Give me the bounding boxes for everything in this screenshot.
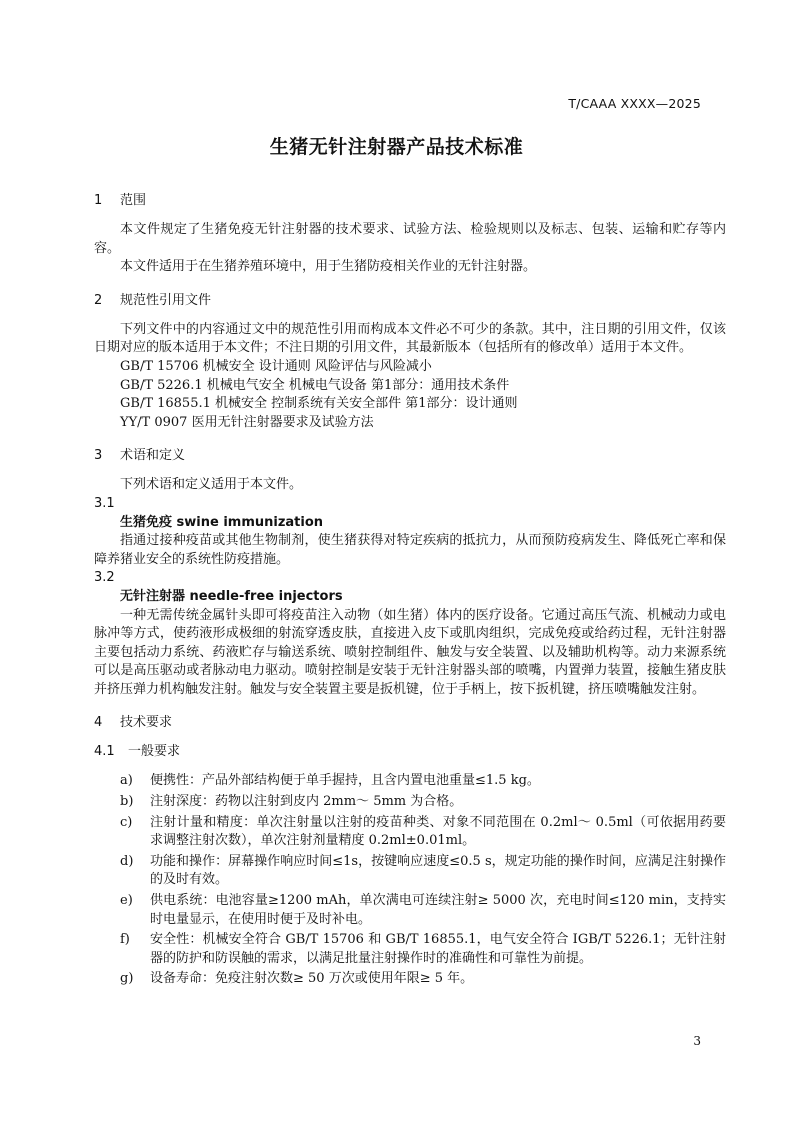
document-id: T/CAAA XXXX—2025 bbox=[568, 96, 701, 111]
section-4-heading bbox=[94, 714, 726, 733]
list-text: 便携性：产品外部结构便于单手握持，且含内置电池重量≤1.5 kg。 bbox=[150, 773, 540, 789]
term-name: 无针注射器 needle-free injectors bbox=[120, 588, 343, 604]
section-number: 4 bbox=[94, 715, 103, 731]
subsection-4-1-heading bbox=[94, 743, 726, 762]
reference-item: GB/T 5226.1 机械电气安全 机械电气设备 第1部分：通用技术条件 bbox=[120, 377, 510, 393]
list-text: 安全性：机械安全符合 GB/T 15706 和 GB/T 16855.1，电气安全符合 IGB/T 5226.1；无针注射器的防护和防误触的需求，以满足批量注射操作时的准确性和可靠性为前提。 bbox=[150, 932, 726, 966]
section-2-heading bbox=[94, 292, 726, 311]
section-title: 范围 bbox=[120, 193, 147, 208]
list-item bbox=[94, 814, 726, 851]
list-item bbox=[94, 931, 726, 968]
section-title: 术语和定义 bbox=[120, 448, 186, 464]
paragraph: 下列文件中的内容通过文中的规范性引用而构成本文件必不可少的条款。其中，注日期的引用文件，仅该日期对应的版本适用于本文件；不注日期的引用文件，其最新版本（包括所有的修改单）适用于本文件。 bbox=[94, 321, 726, 356]
requirements-list bbox=[94, 772, 726, 989]
term-number: 3.2 bbox=[94, 570, 115, 586]
list-label: b) bbox=[120, 794, 134, 810]
list-text: 注射深度：药物以注射到皮内 2mm～ 5mm 为合格。 bbox=[150, 794, 463, 810]
list-label: a) bbox=[120, 773, 133, 789]
section-number: 2 bbox=[94, 292, 103, 308]
list-item bbox=[94, 853, 726, 890]
list-item bbox=[94, 793, 726, 812]
section-number: 3 bbox=[94, 448, 103, 464]
paragraph: 本文件适用于在生猪养殖环境中，用于生猪防疫相关作业的无针注射器。 bbox=[120, 259, 537, 275]
document-title: 生猪无针注射器产品技术标准 bbox=[269, 136, 524, 158]
list-label: g) bbox=[120, 971, 134, 987]
list-text: 注射计量和精度：单次注射量以注射的疫苗种类、对象不同范围在 0.2ml～ 0.5ml（可依据用药要求调整注射次数），单次注射剂量精度 0.2ml±0.01ml。 bbox=[150, 814, 726, 849]
paragraph: 本文件规定了生猪免疫无针注射器的技术要求、试验方法、检验规则以及标志、包装、运输和贮存等内容。 bbox=[94, 222, 726, 256]
term-definition: 指通过接种疫苗或其他生物制剂，使生猪获得对特定疾病的抵抗力，从而预防疫病发生、降低死亡率和保障养猪业安全的系统性防疫措施。 bbox=[94, 533, 726, 567]
list-label: c) bbox=[120, 814, 133, 830]
section-title: 规范性引用文件 bbox=[120, 292, 212, 308]
document-body bbox=[94, 192, 726, 991]
section-title: 技术要求 bbox=[120, 715, 173, 731]
reference-item: YY/T 0907 医用无针注射器要求及试验方法 bbox=[120, 414, 374, 430]
reference-item: GB/T 15706 机械安全 设计通则 风险评估与风险减小 bbox=[120, 358, 432, 374]
list-item bbox=[94, 970, 726, 989]
section-1-heading bbox=[94, 192, 726, 211]
section-number: 1 bbox=[94, 193, 103, 208]
term-number: 3.1 bbox=[94, 495, 115, 511]
list-label: d) bbox=[120, 853, 134, 869]
list-text: 设备寿命：免疫注射次数≥ 50 万次或使用年限≥ 5 年。 bbox=[150, 971, 474, 987]
reference-item: GB/T 16855.1 机械安全 控制系统有关安全部件 第1部分：设计通则 bbox=[120, 396, 518, 412]
subsection-number: 4.1 bbox=[94, 744, 115, 760]
list-item bbox=[94, 772, 726, 791]
list-label: e) bbox=[120, 893, 133, 909]
list-item bbox=[94, 892, 726, 929]
list-text: 功能和操作：屏幕操作响应时间≤1s，按键响应速度≤0.5 s，规定功能的操作时间，应满足注射操作的及时有效。 bbox=[150, 853, 726, 888]
paragraph: 下列术语和定义适用于本文件。 bbox=[120, 477, 303, 493]
term-definition: 一种无需传统金属针头即可将疫苗注入动物（如生猪）体内的医疗设备。它通过高压气流、机械动力或电脉冲等方式，使药液形成极细的射流穿透皮肤，直接进入皮下或肌肉组织，完成免疫或给药过程，无针注射器主要包括动力系统、药液贮存与输送系统、喷射控制组件、触发与安全装置、以及辅助机构等。动力来源系统可以是高压驱动或者脉动电力驱动。喷射控制是安装于无针注射器头部的喷嘴，内置弹力装置，接触生猪皮肤并挤压弹力机构触发注射。触发与安全装置主要是扳机键，位于手柄上，按下扳机键，挤压喷嘴触发注射。 bbox=[94, 607, 726, 697]
subsection-title: 一般要求 bbox=[128, 744, 181, 760]
list-label: f) bbox=[120, 932, 130, 948]
list-text: 供电系统：电池容量≥1200 mAh，单次满电可连续注射≥ 5000 次，充电时间≤120 min，支持实时电量显示，在使用时便于及时补电。 bbox=[150, 893, 726, 927]
section-3-heading bbox=[94, 447, 726, 466]
page-number: 3 bbox=[693, 1034, 701, 1048]
term-name: 生猪免疫 swine immunization bbox=[120, 514, 324, 530]
